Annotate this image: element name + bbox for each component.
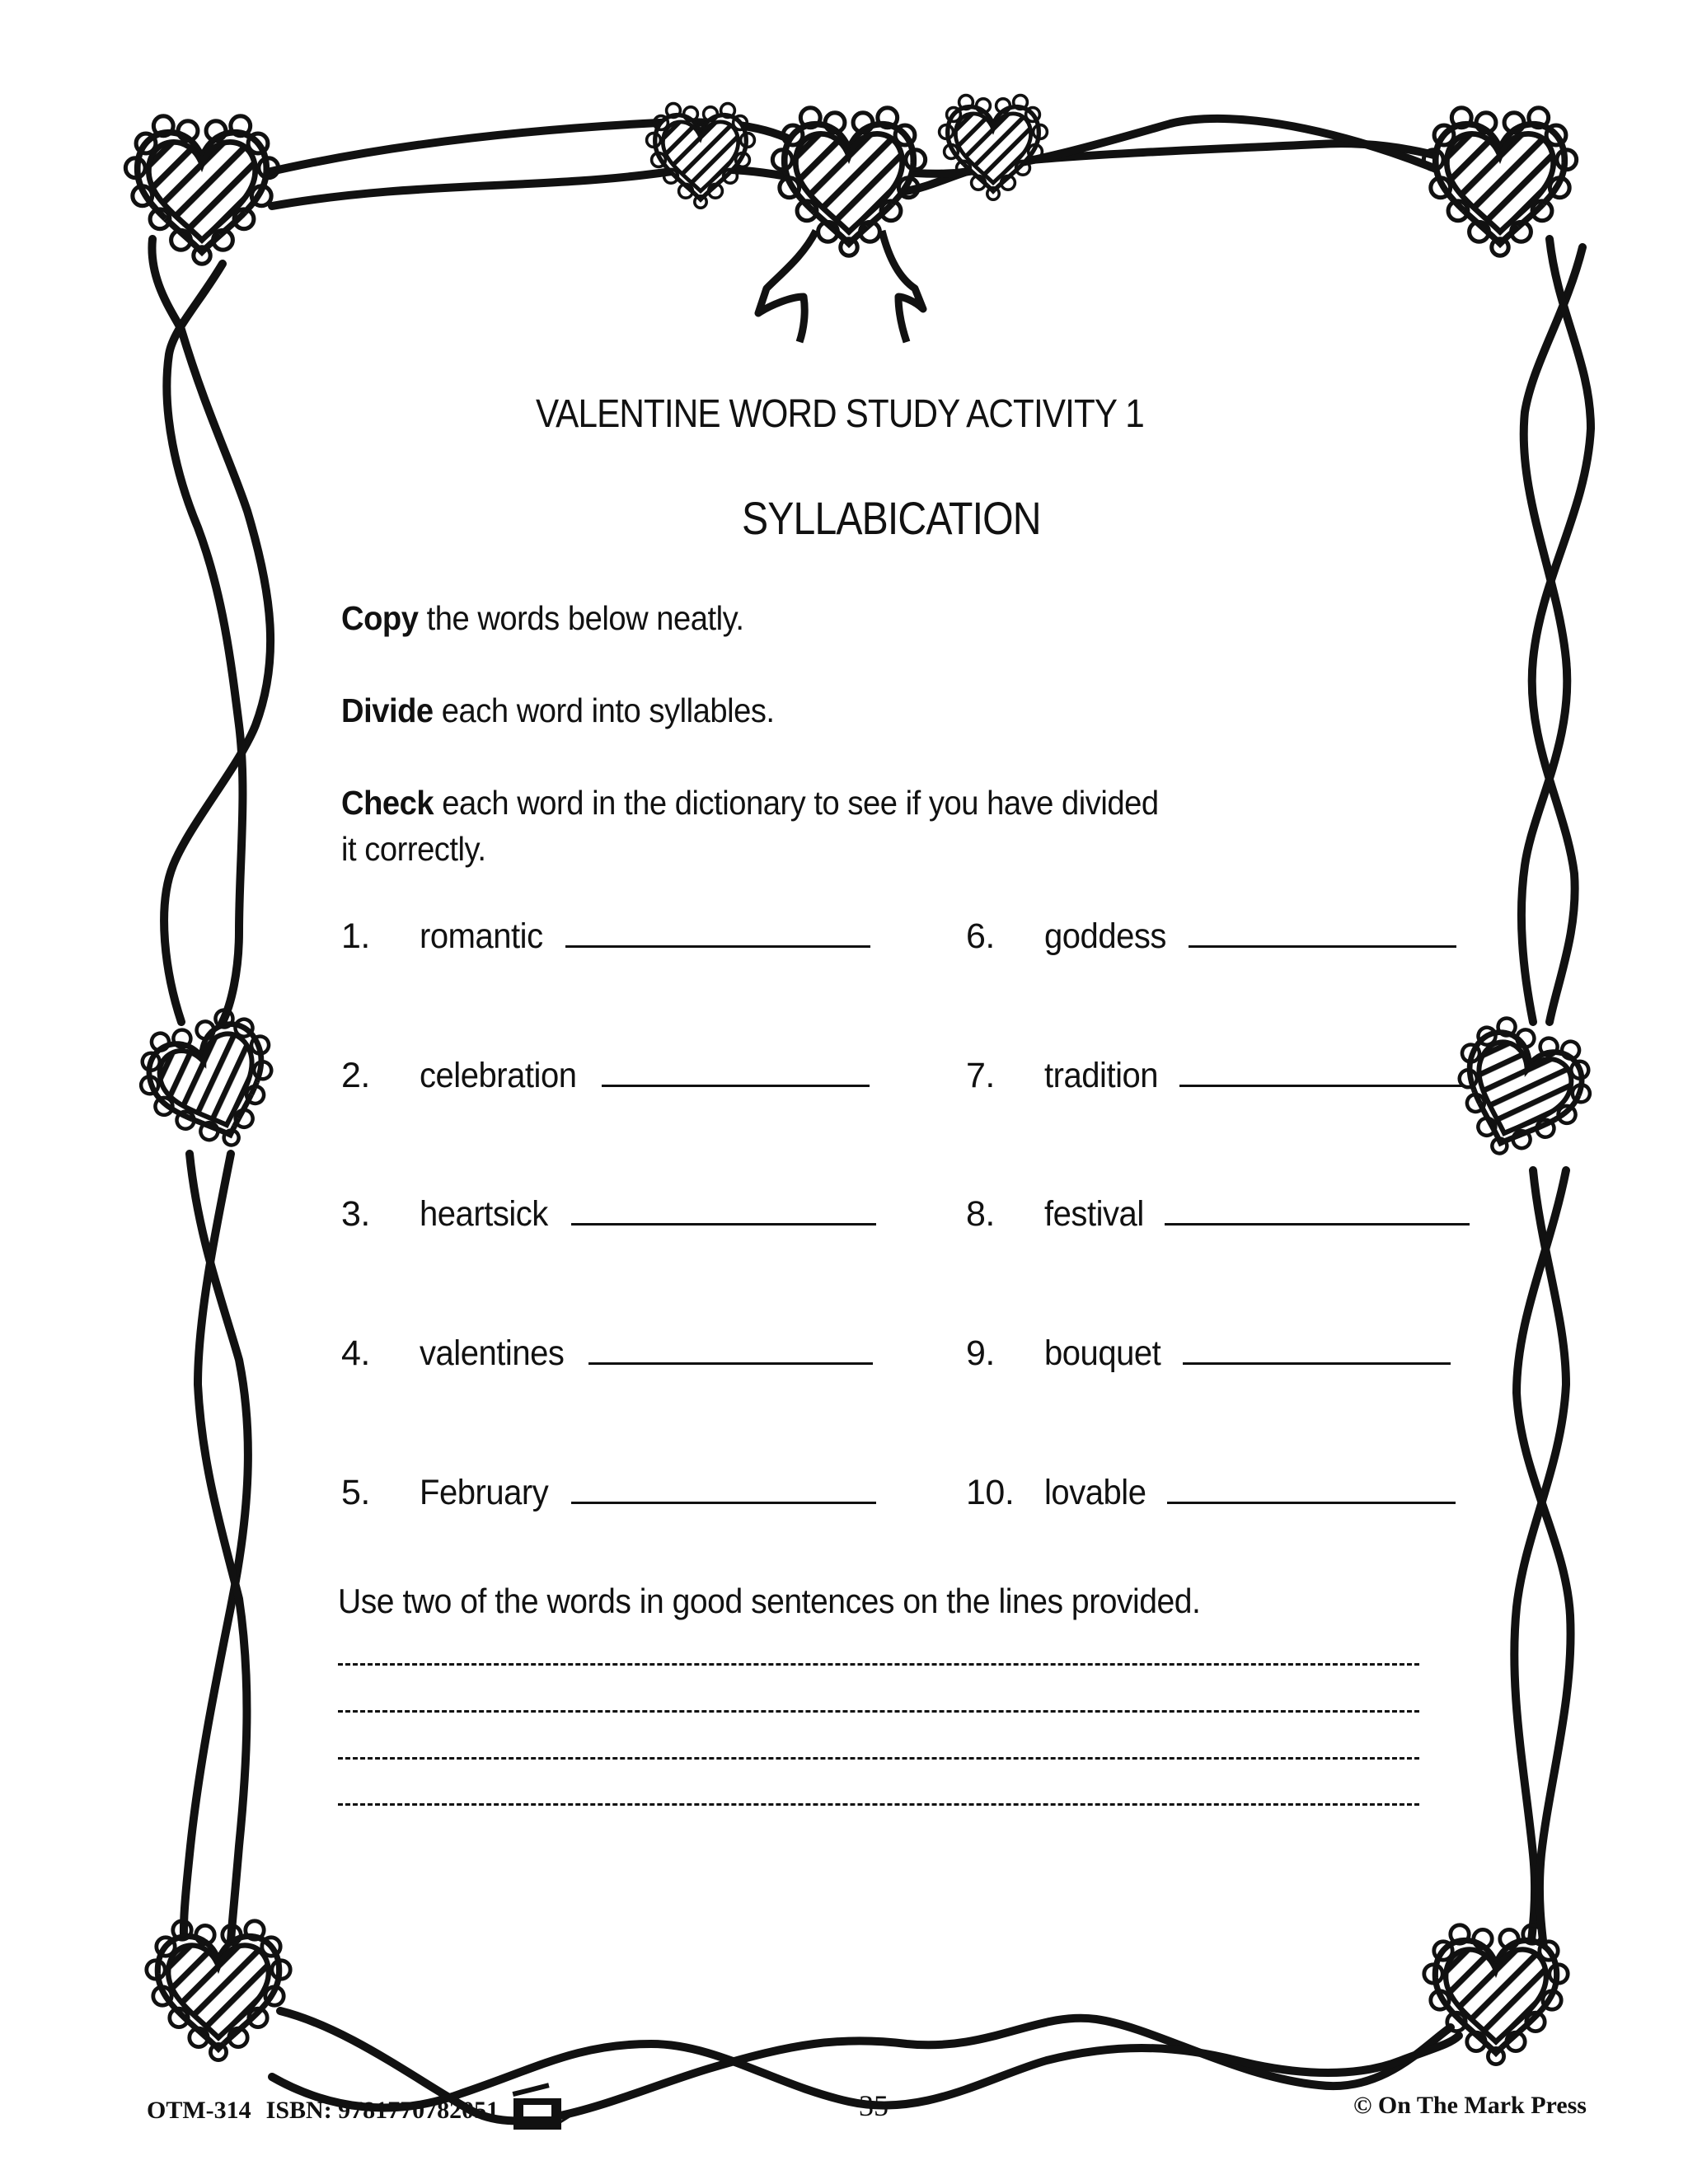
instruction-copy-keyword: Copy <box>341 599 419 637</box>
word-item-2 <box>341 1056 870 1096</box>
instruction-check-text-line2: it correctly. <box>341 830 486 868</box>
answer-blank[interactable] <box>1167 1501 1456 1504</box>
word-number: 4. <box>341 1333 370 1373</box>
instruction-divide <box>341 687 775 733</box>
word-number: 1. <box>341 916 370 956</box>
instruction-copy-text: the words below neatly. <box>418 599 744 637</box>
word-item-3 <box>341 1194 876 1235</box>
answer-blank[interactable] <box>565 944 870 948</box>
writing-line-4[interactable] <box>338 1803 1419 1806</box>
answer-blank[interactable] <box>571 1222 876 1226</box>
word-number: 2. <box>341 1056 370 1095</box>
word-item-10 <box>966 1473 1456 1513</box>
word-text: lovable <box>1044 1473 1146 1512</box>
product-code: OTM-314 <box>147 2097 251 2124</box>
word-item-9 <box>966 1333 1451 1374</box>
word-number: 3. <box>341 1194 370 1234</box>
word-text: goddess <box>1044 916 1166 956</box>
answer-blank[interactable] <box>1183 1361 1451 1365</box>
instruction-check-keyword: Check <box>341 784 434 822</box>
page-title: VALENTINE WORD STUDY ACTIVITY 1 <box>536 392 1144 436</box>
word-item-6 <box>966 916 1456 957</box>
answer-blank[interactable] <box>588 1361 873 1365</box>
word-number: 8. <box>966 1194 995 1234</box>
section-subtitle: SYLLABICATION <box>742 492 1041 544</box>
word-item-7 <box>966 1056 1464 1096</box>
photocopier-icon <box>513 2092 581 2130</box>
word-text: festival <box>1044 1194 1144 1234</box>
answer-blank[interactable] <box>1165 1222 1470 1226</box>
word-text: heartsick <box>420 1194 548 1234</box>
instruction-copy <box>341 595 744 641</box>
writing-line-2[interactable] <box>338 1710 1419 1713</box>
page-number: 35 <box>859 2089 889 2122</box>
word-item-1 <box>341 916 870 957</box>
word-number: 5. <box>341 1473 370 1512</box>
word-number: 7. <box>966 1056 995 1095</box>
word-text: romantic <box>420 916 543 956</box>
word-item-8 <box>966 1194 1470 1235</box>
answer-blank[interactable] <box>1189 944 1456 948</box>
writing-line-1[interactable] <box>338 1663 1419 1666</box>
word-text: celebration <box>420 1056 577 1095</box>
instruction-divide-text: each word into syllables. <box>433 691 775 729</box>
word-item-4 <box>341 1333 873 1374</box>
sentence-prompt: Use two of the words in good sentences on the lines provided. <box>338 1582 1201 1620</box>
word-number: 9. <box>966 1333 995 1373</box>
isbn: ISBN: 9781770782051 <box>265 2097 499 2124</box>
word-text: valentines <box>420 1333 565 1373</box>
writing-line-3[interactable] <box>338 1757 1419 1760</box>
word-number: 10. <box>966 1473 1015 1512</box>
footer-left <box>147 2092 581 2130</box>
answer-blank[interactable] <box>602 1084 870 1087</box>
word-item-5 <box>341 1473 876 1513</box>
answer-blank[interactable] <box>1179 1084 1464 1087</box>
word-text: tradition <box>1044 1056 1159 1095</box>
answer-blank[interactable] <box>571 1501 876 1504</box>
instruction-divide-keyword: Divide <box>341 691 434 729</box>
word-text: February <box>420 1473 549 1512</box>
instruction-check <box>341 780 1159 872</box>
copyright: © On The Mark Press <box>1353 2092 1587 2119</box>
instruction-check-text: each word in the dictionary to see if you have divided <box>434 784 1159 822</box>
word-text: bouquet <box>1044 1333 1161 1373</box>
word-number: 6. <box>966 916 995 956</box>
